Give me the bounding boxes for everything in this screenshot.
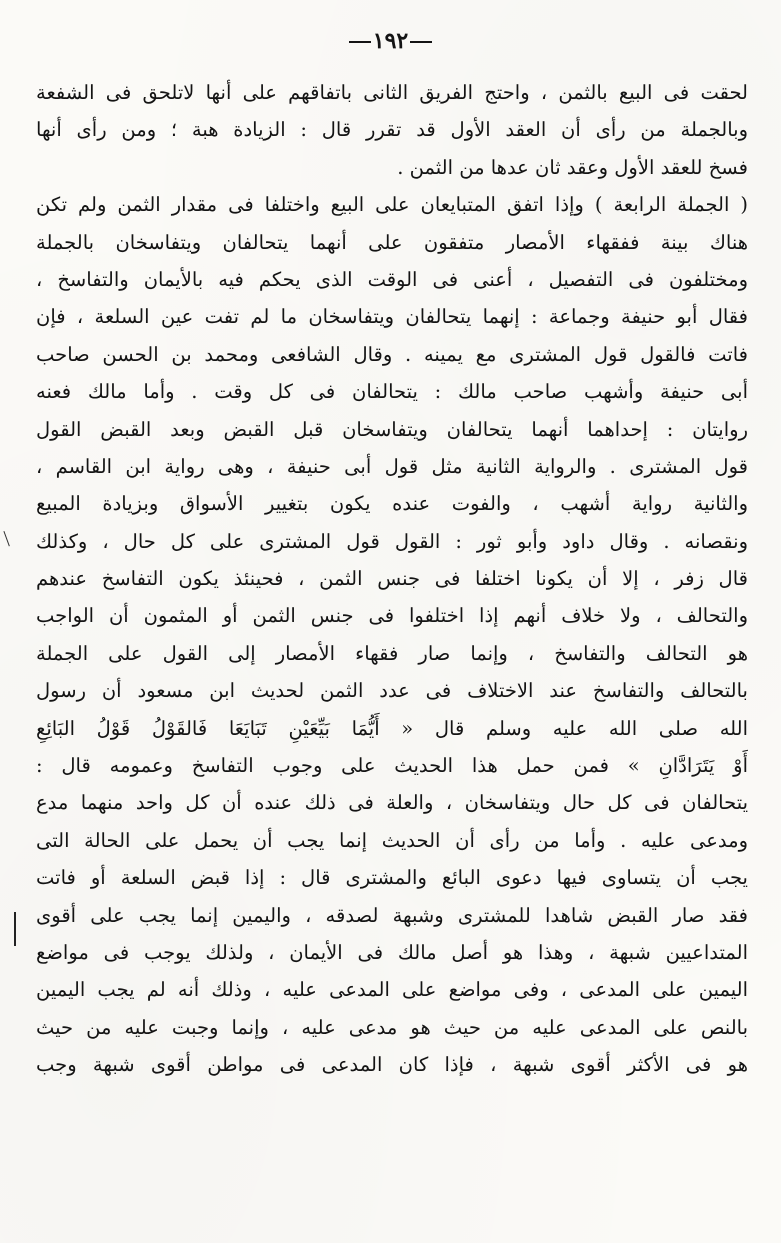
margin-bracket [14, 912, 16, 946]
page-number-header [0, 28, 781, 54]
header-dash-left [349, 41, 371, 43]
text-line: فسخ للعقد الأول وعقد ثان عدها من الثمن . [397, 155, 748, 179]
text-line: هو فى الأكثر أقوى شبهة ، فإذا كان المدعى فى مواطن أقوى شبهة وجب [36, 1053, 748, 1077]
text-line: فاتت فالقول قول المشترى مع يمينه . وقال الشافعى ومحمد بن الحسن صاحب [36, 342, 748, 366]
body-text [36, 74, 748, 1084]
header-dash-right [410, 41, 432, 43]
text-line: ومدعى عليه . وأما من رأى أن الحديث إنما يجب أن يحمل على الحالة التى [36, 828, 748, 852]
text-line: أَوْ يَتَرَادَّانِ » فمن حمل هذا الحديث على وجوب التفاسخ وعمومه قال : [36, 754, 748, 778]
text-line: فقال أبو حنيفة وجماعة : إنهما يتحالفان ويتفاسخان ما لم تفت عين السلعة ، فإن [36, 305, 748, 329]
margin-mark [3, 530, 13, 547]
text-line: أبى حنيفة وأشهب صاحب مالك : يتحالفان فى كل وقت . وأما مالك فعنه [36, 380, 748, 404]
text-line: هو التحالف والتفاسخ ، وإنما صار فقهاء الأمصار إلى القول على الجملة [36, 641, 748, 665]
text-line: المتداعيين شبهة ، وهذا هو أصل مالك فى الأيمان ، ولذلك يوجب فى مواضع [36, 940, 748, 964]
text-line: بالتحالف والتفاسخ عند الاختلاف فى عدد الثمن لحديث ابن مسعود أن رسول [36, 679, 748, 703]
text-line: قال زفر ، إلا أن يكونا اختلفا فى جنس الثمن ، فحينئذ يكون التفاسخ عندهم [36, 567, 748, 591]
text-line: والتحالف ، ولا خلاف أنهم إذا اختلفوا فى جنس الثمن أو المثمون أن الواجب [36, 604, 748, 628]
text-line: بالنص على المدعى عليه من حيث هو مدعى عليه ، وإنما وجبت عليه من حيث [36, 1015, 748, 1039]
text-line: يجب أن يتساوى فيها دعوى البائع والمشترى قال : إذا قبض السلعة أو فاتت [36, 866, 748, 890]
text-line: يتحالفان فى كل حال ويتفاسخان ، والعلة فى ذلك عنده أن كل واحد منهما مدع [36, 791, 748, 815]
text-line: فقد صار القبض شاهدا للمشترى وشبهة لصدقه ، واليمين إنما يجب على أقوى [36, 903, 748, 927]
text-line: روايتان : إحداهما أنهما يتحالفان ويتفاسخان قبل القبض وبعد القبض القول [36, 417, 748, 441]
text-line: ( الجملة الرابعة ) وإذا اتفق المتبايعان على البيع واختلفا فى مقدار الثمن ولم تكن [36, 193, 748, 217]
page-number: ١٩٢ [372, 28, 409, 54]
text-line: ونقصانه . وقال داود وأبو ثور : القول قول المشترى على كل حال ، وكذلك [36, 529, 748, 553]
text-line: هناك بينة ففقهاء الأمصار متفقون على أنهما يتحالفان ويتفاسخان بالجملة [36, 230, 748, 254]
text-line: وبالجملة من رأى أن العقد الأول قد تقرر قال : الزيادة هبة ؛ ومن رأى أنها [36, 118, 748, 142]
text-line: الله صلى الله عليه وسلم قال « أَيُّمَا بَيِّعَيْنِ تَبَايَعَا فَالقَوْلُ قَوْلُ البَائِعِ [36, 716, 748, 740]
text-line: ومختلفون فى التفصيل ، أعنى فى الوقت الذى يحكم فيه بالأيمان والتفاسخ ، [36, 267, 748, 291]
text-line: لحقت فى البيع بالثمن ، واحتج الفريق الثانى باتفاقهم على أنها لاتلحق فى الشفعة [36, 81, 748, 104]
text-line: والثانية رواية أشهب ، والفوت عنده يكون بتغيير الأسواق وبزيادة المبيع [36, 492, 748, 516]
text-line: اليمين على المدعى ، وفى مواضع على المدعى عليه ، وذلك أنه لم يجب اليمين [36, 978, 748, 1002]
text-line: قول المشترى . والرواية الثانية مثل قول أبى حنيفة ، وهى رواية ابن القاسم ، [36, 454, 748, 478]
